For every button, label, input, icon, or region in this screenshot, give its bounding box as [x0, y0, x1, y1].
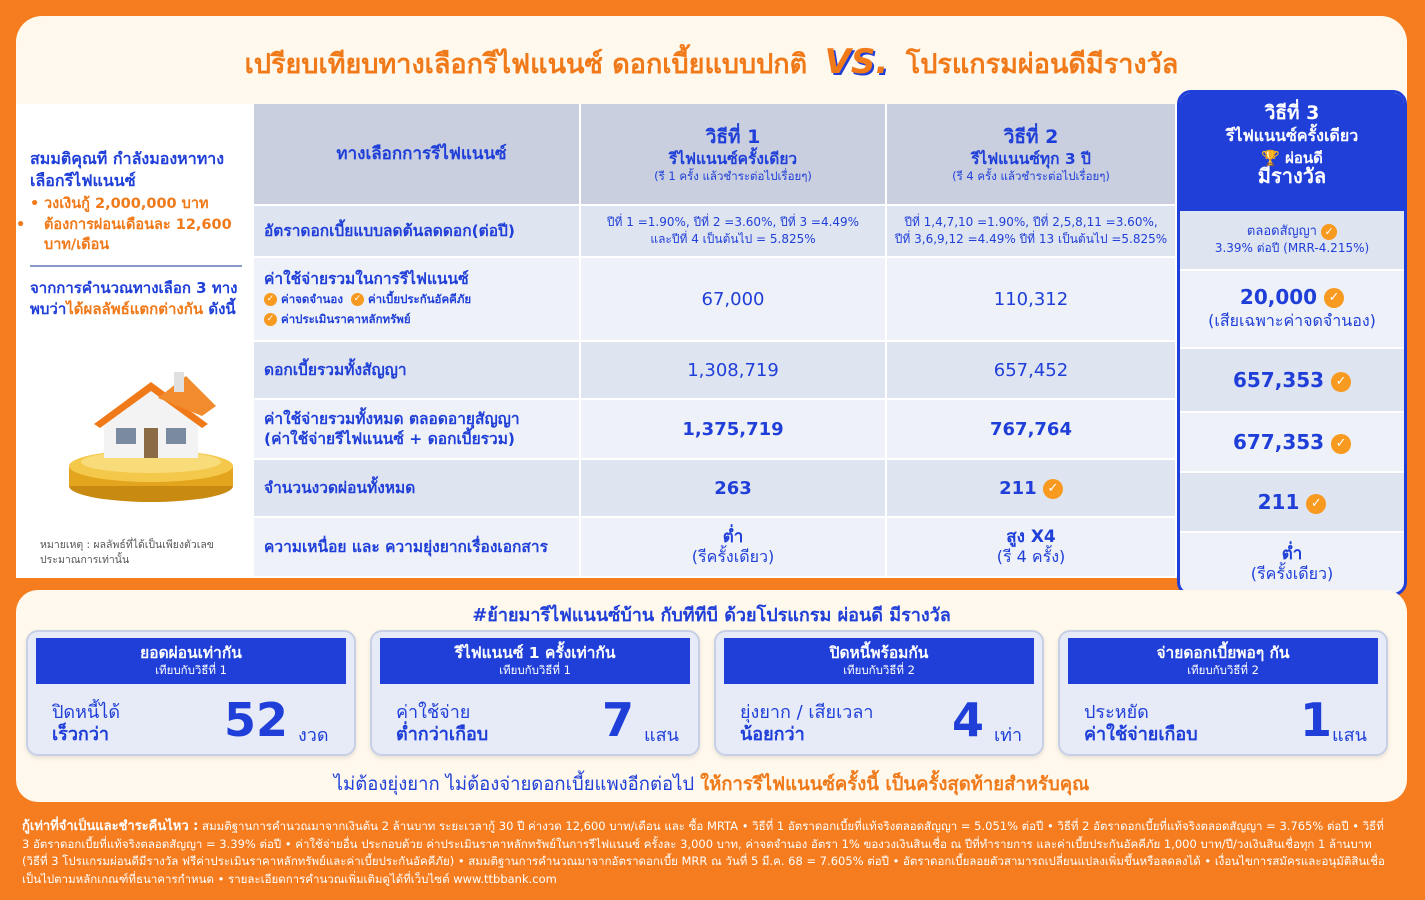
vs-badge: VS. — [824, 42, 889, 82]
assumption-loan: • วงเงินกู้ 2,000,000 บาท — [30, 196, 209, 212]
check-icon: ✓ — [1043, 479, 1063, 499]
option-3-terms: 211 ✓ — [1180, 473, 1404, 533]
benefit-box: ปิดหนี้พร้อมกัน เทียบกับวิธีที่ 2 ยุ่งยาก / เสียเวลา น้อยกว่า 4 เท่า — [714, 630, 1044, 756]
divider — [30, 265, 242, 267]
footnote: กู้เท่าที่จำเป็นและชำระคืนไหว : สมมติฐานการคำนวณมาจากเงินต้น 2 ล้านบาท ระยะเวลากู้ 30 ปี ค่างวด 12,600 บาท/เดือน และ ซื้อ MRTA • วิธีที่ 1 อัตราดอกเบี้ยที่แท้จริงตลอดสัญญา = 5.051% ต่อปี • วิธีที่ 2 อัตราดอกเบี้ยที่แท้จริงตลอดสัญญา = 3.765% ต่อปี • วิธีที่ 3 อัตราดอกเบี้ยที่แท้จริงตลอดสัญญา = 3.39% ต่อปี • ค่าใช้จ่ายอื่น ประกอบด้วย ค่าประเมินราคาหลักทรัพย์ในการรีไฟแนนซ์ ครั้งละ 3,000 บาท, ค่าจดจำนอง อัตรา 1% ของวงเงินสินเชื่อ ณ ปีที่ทำรายการ และค่าเบี้ยประกันอัคคีภัย 1,000 บาท/ปี/วงเงินสินเชื่อทุก 1 ล้านบาท (วิธีที่ 3 โปรแกรมผ่อนดีมีรางวัล ฟรีค่าประเมินราคาหลักทรัพย์และค่าเบี้ยประกันอัคคีภัย) • สมมติฐานการคำนวณมาจากอัตราดอกเบี้ย MRR ณ วันที่ 5 มี.ค. 68 = 7.605% ต่อปี • อัตราดอกเบี้ยลอยตัวสามารถเปลี่ยนแปลงเพิ่มขึ้นหรือลดลงได้ • เงื่อนไขการสมัครและอนุมัติสินเชื่อเป็นไปตามหลักเกณฑ์ที่ธนาคารกำหนด • รายละเอียดการคำนวณเพิ่มเติมดูได้ที่เว็บไซต์ www.ttbbank.com — [22, 819, 1385, 886]
check-icon: ✓ — [351, 293, 364, 306]
check-icon: ✓ — [1331, 434, 1351, 454]
result-summary: จากการคำนวณทางเลือก 3 ทางพบว่าได้ผลลัพธ์แตกต่างกัน ดังนี้ — [30, 279, 238, 318]
assumption-panel — [16, 104, 254, 578]
option-3-rate: ตลอดสัญญา ✓ 3.39% ต่อปี (MRR-4.215%) — [1180, 211, 1404, 271]
check-icon: ✓ — [1306, 494, 1326, 514]
disclaimer-note: หมายเหตุ : ผลลัพธ์ที่ได้เป็นเพียงตัวเลขประมาณการเท่านั้น — [40, 539, 214, 566]
table-row: ดอกเบี้ยรวมทั้งสัญญา 1,308,719 657,452 — [254, 342, 1177, 400]
assumption-installment: • ต้องการผ่อนเดือนละ 12,600 บาท/เดือน — [16, 217, 232, 253]
table-row: ค่าใช้จ่ายรวมในการรีไฟแนนซ์ ✓ ค่าจดจำนอง ✓ ค่าเบี้ยประกันอัคคีภัย ✓ ค่าประเมินราคาหลักทรัพย์ 67,000 110,312 — [254, 258, 1177, 342]
check-icon: ✓ — [1331, 372, 1351, 392]
check-icon: ✓ — [264, 313, 277, 326]
comparison-table — [254, 104, 1177, 578]
table-header — [254, 104, 1177, 206]
reward-badge: 🏆 ผ่อนดี มีรางวัล — [1257, 149, 1327, 188]
option-3-effort: ต่ำ (รีครั้งเดียว) — [1180, 533, 1404, 596]
table-row: ค่าใช้จ่ายรวมทั้งหมด ตลอดอายุสัญญา (ค่าใช้จ่ายรีไฟแนนซ์ + ดอกเบี้ยรวม) 1,375,719 767,764 — [254, 400, 1177, 460]
option-3-column — [1177, 90, 1407, 596]
benefit-box: รีไฟแนนซ์ 1 ครั้งเท่ากัน เทียบกับวิธีที่ 1 ค่าใช้จ่าย ต่ำกว่าเกือบ 7 แสน — [370, 630, 700, 756]
benefit-box: ยอดผ่อนเท่ากัน เทียบกับวิธีที่ 1 ปิดหนี้ได้ เร็วกว่า 52 งวด — [26, 630, 356, 756]
assumption-title: สมมติคุณที กำลังมองหาทางเลือกรีไฟแนนซ์ — [30, 149, 225, 190]
check-icon: ✓ — [1324, 288, 1344, 308]
benefits-card — [16, 590, 1407, 802]
header-option-1: วิธีที่ 1 รีไฟแนนซ์ครั้งเดียว (รี 1 ครั้ง แล้วชำระต่อไปเรื่อยๆ) — [581, 104, 887, 206]
house-icon — [56, 358, 246, 508]
table-row: อัตราดอกเบี้ยแบบลดต้นลดดอก(ต่อปี) ปีที่ 1 =1.90%, ปีที่ 2 =3.60%, ปีที่ 3 =4.49% และปีที่ 4 เป็นต้นไป = 5.825% ปีที่ 1,4,7,10 =1.90%, ปีที่ 2,5,8,11 =3.60%, ปีที่ 3,6,9,12 =4.49% ปีที่ 13 เป็นต้นไป =5.825% — [254, 206, 1177, 258]
header-options: ทางเลือกการรีไฟแนนซ์ — [336, 144, 507, 164]
check-icon: ✓ — [1321, 224, 1337, 240]
check-icon: ✓ — [264, 293, 277, 306]
option-3-interest: 657,353 ✓ — [1180, 349, 1404, 413]
option-3-cost: 20,000 ✓ (เสียเฉพาะค่าจดจำนอง) — [1180, 271, 1404, 349]
trophy-icon: 🏆 — [1261, 149, 1280, 167]
table-row: ความเหนื่อย และ ความยุ่งยากเรื่องเอกสาร ต่ำ (รีครั้งเดียว) สูง X4 (รี 4 ครั้ง) — [254, 518, 1177, 578]
benefit-box: จ่ายดอกเบี้ยพอๆ กัน เทียบกับวิธีที่ 2 ประหยัด ค่าใช้จ่ายเกือบ 1 แสน — [1058, 630, 1388, 756]
header-option-2: วิธีที่ 2 รีไฟแนนซ์ทุก 3 ปี (รี 4 ครั้ง แล้วชำระต่อไปเรื่อยๆ) — [887, 104, 1177, 206]
tagline: ไม่ต้องยุ่งยาก ไม่ต้องจ่ายดอกเบี้ยแพงอีกต่อไป ให้การรีไฟแนนซ์ครั้งนี้ เป็นครั้งสุดท้ายสำหรับคุณ — [333, 774, 1090, 795]
hashtag: #ย้ายมารีไฟแนนซ์บ้าน กับทีทีบี ด้วยโปรแกรม ผ่อนดี มีรางวัล — [472, 605, 951, 626]
option-3-total: 677,353 ✓ — [1180, 413, 1404, 473]
table-row: จำนวนงวดผ่อนทั้งหมด 263 211 ✓ — [254, 460, 1177, 518]
option-3-header: วิธีที่ 3 รีไฟแนนซ์ครั้งเดียว 🏆 ผ่อนดี มีรางวัล — [1180, 93, 1404, 211]
page-title: เปรียบเทียบทางเลือกรีไฟแนนซ์ ดอกเบี้ยแบบปกติ VS. โปรแกรมผ่อนดีมีรางวัล — [244, 42, 1179, 82]
